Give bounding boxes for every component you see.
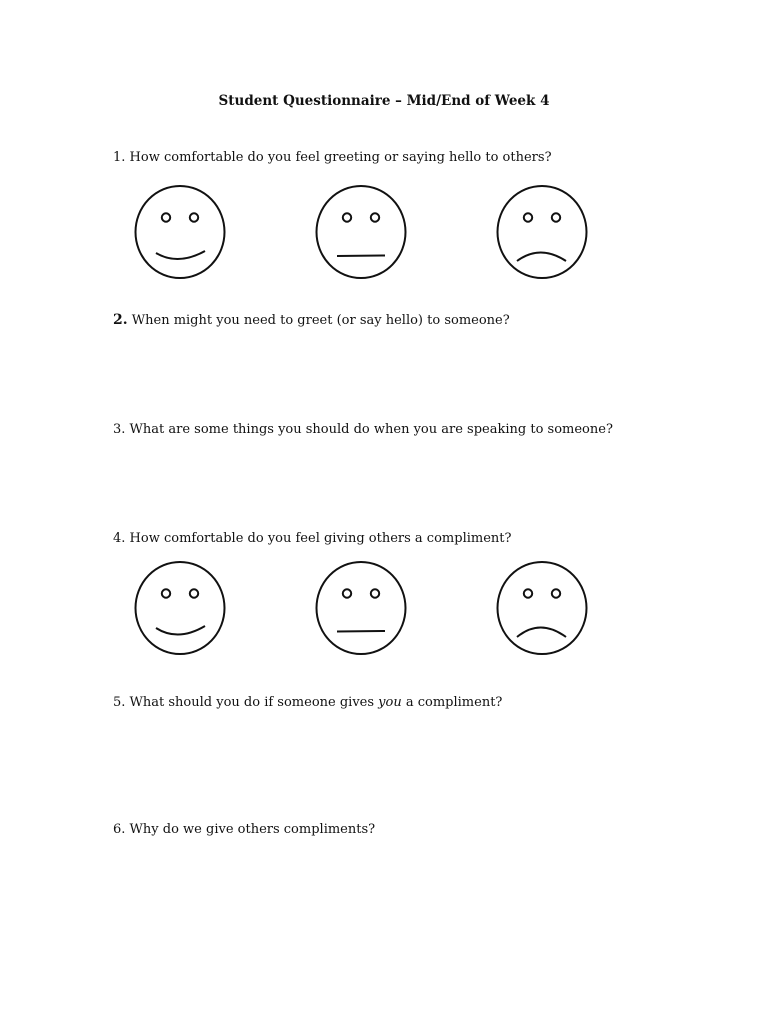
question-2 bbox=[113, 312, 510, 328]
question-5-text-italic: you bbox=[378, 695, 402, 710]
question-2-text: When might you need to greet (or say hello) to someone? bbox=[131, 313, 510, 328]
question-2-number: 2. bbox=[113, 312, 128, 328]
question-1-text: How comfortable do you feel greeting or saying hello to others? bbox=[129, 150, 552, 165]
question-3 bbox=[113, 422, 613, 437]
question-1 bbox=[113, 150, 552, 165]
neutral-face-icon[interactable] bbox=[314, 184, 408, 280]
neutral-face-icon[interactable] bbox=[314, 560, 408, 656]
question-6-text: Why do we give others compliments? bbox=[129, 822, 376, 837]
question-5-text-after: a compliment? bbox=[401, 695, 503, 710]
question-1-number: 1. bbox=[113, 150, 126, 165]
question-3-number: 3. bbox=[113, 422, 126, 437]
question-4-number: 4. bbox=[113, 531, 126, 546]
question-6-number: 6. bbox=[113, 822, 126, 837]
question-5 bbox=[113, 695, 502, 710]
question-5-text-before: What should you do if someone gives bbox=[129, 695, 379, 710]
question-4-text: How comfortable do you feel giving others a compliment? bbox=[129, 531, 512, 546]
happy-face-icon[interactable] bbox=[133, 560, 227, 656]
sad-face-icon[interactable] bbox=[495, 184, 589, 280]
sad-face-icon[interactable] bbox=[495, 560, 589, 656]
happy-face-icon[interactable] bbox=[133, 184, 227, 280]
question-4 bbox=[113, 531, 511, 546]
question-6 bbox=[113, 822, 375, 837]
question-3-text: What are some things you should do when you are speaking to someone? bbox=[129, 422, 613, 437]
page-title: Student Questionnaire – Mid/End of Week 4 bbox=[218, 93, 550, 109]
question-5-number: 5. bbox=[113, 695, 126, 710]
